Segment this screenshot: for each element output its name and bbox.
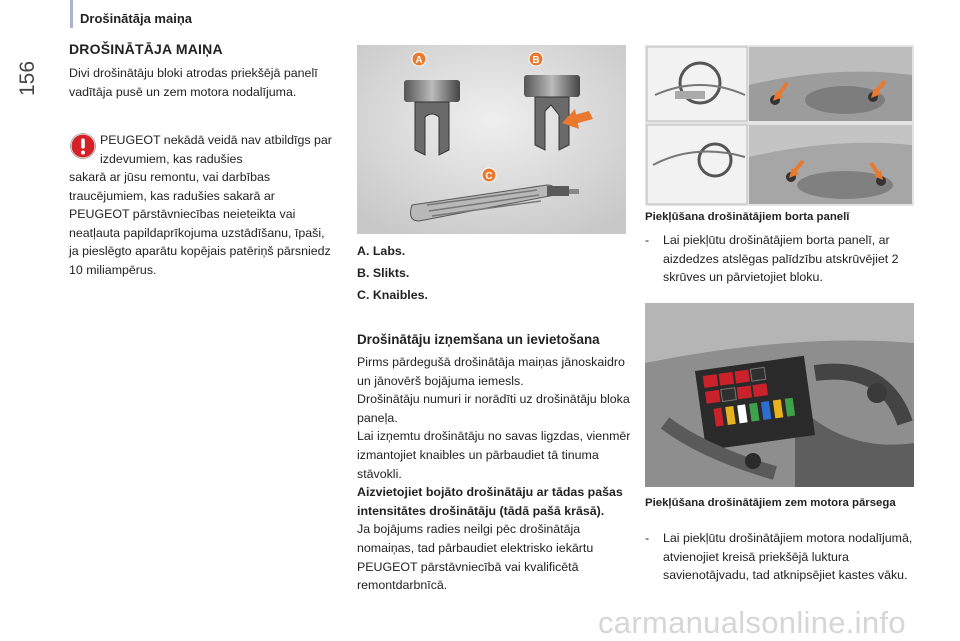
legend-text: Labs. (372, 244, 406, 258)
bullet-dash: - (645, 531, 650, 545)
fuse-types-illustration (357, 45, 626, 234)
legend-text: Knaibles. (372, 288, 428, 302)
page-number: 156 (16, 60, 39, 96)
legend-text: Slikts. (372, 266, 410, 280)
watermark-text: carmanualsonline.info (598, 605, 906, 640)
label-c-marker (482, 168, 496, 182)
removal-paragraph-3: Lai izņemtu drošinātāju no savas ligzdas, vienmēr izmantojiet knaibles un pārbaudiet tā tinuma stāvokli. (357, 429, 631, 481)
legend-letter: C. (357, 288, 370, 302)
legend-item-a (357, 244, 405, 258)
removal-paragraph-2: Drošinātāju numuri ir norādīti uz drošinātāju bloka paneļa. (357, 392, 630, 425)
svg-text:C: C (485, 171, 493, 182)
engine-fusebox-photo (645, 303, 914, 487)
engine-access-caption: Piekļūšana drošinātājiem zem motora pārsega (645, 497, 896, 509)
warning-text-rest: sakarā ar jūsu remontu, vai darbības traucējumiem, kas radušies sakarā ar PEUGEOT pārstāvniecības neieteikta vai neatļauta papildaprīkojuma uzstādīšanu, īpaši, ja pieslēgto aparātu kopējais patēriņš pārsniedz 10 miliampērus. (69, 170, 331, 277)
legend-item-c (357, 288, 428, 302)
removal-bold-note: Aizvietojiet bojāto drošinātāju ar tādas pašas intensitātes drošinātāju (tādā pašā krāsā). (357, 485, 623, 518)
panel-access-caption: Piekļūšana drošinātājiem borta panelī (645, 211, 850, 223)
label-a-marker (412, 52, 426, 66)
legend-item-b (357, 266, 409, 280)
bullet-dash: - (645, 233, 650, 247)
warning-icon (70, 133, 96, 164)
removal-paragraph-4: Ja bojājums radies neilgi pēc drošinātāja nomaiņas, tad pārbaudiet elektrisko iekārtu PEUGEOT pārstāvniecībā vai kvalificētā remontdarbnīcā. (357, 522, 594, 593)
panel-access-text: Lai piekļūtu drošinātājiem borta panelī, ar aizdedzes atslēgas palīdzību atskrūvējiet 2 skrūves un pārvietojiet bloku. (663, 233, 899, 285)
dashboard-fuse-access-illustration (645, 45, 914, 206)
section-title: DROŠINĀTĀJA MAIŅA (69, 41, 223, 57)
removal-section-title: Drošinātāju izņemšana un ievietošana (357, 332, 600, 347)
legend-letter: B. (357, 266, 370, 280)
legend-letter: A. (357, 244, 370, 258)
panel-access-instruction (645, 231, 917, 287)
header-accent-bar (70, 0, 73, 28)
removal-body (357, 353, 632, 595)
intro-paragraph: Divi drošinātāju bloki atrodas priekšējā panelī vadītāja pusē un zem motora nodalījuma. (69, 66, 318, 99)
engine-access-instruction (645, 529, 917, 585)
warning-text-first: PEUGEOT nekādā veidā nav atbildīgs par izdevumiem, kas radušies (100, 133, 332, 166)
label-b-marker (529, 52, 543, 66)
engine-access-text: Lai piekļūtu drošinātājiem motora nodalījumā, atvienojiet kreisā priekšējā luktura savienotājvadu, tad atknipsējiet kastes vāku. (663, 531, 913, 583)
svg-text:A: A (415, 55, 423, 66)
page-header-title: Drošinātāja maiņa (80, 11, 192, 26)
removal-paragraph-1: Pirms pārdegušā drošinātāja maiņas jānoskaidro un jānovērš bojājuma iemesls. (357, 355, 625, 388)
svg-text:B: B (532, 55, 540, 66)
